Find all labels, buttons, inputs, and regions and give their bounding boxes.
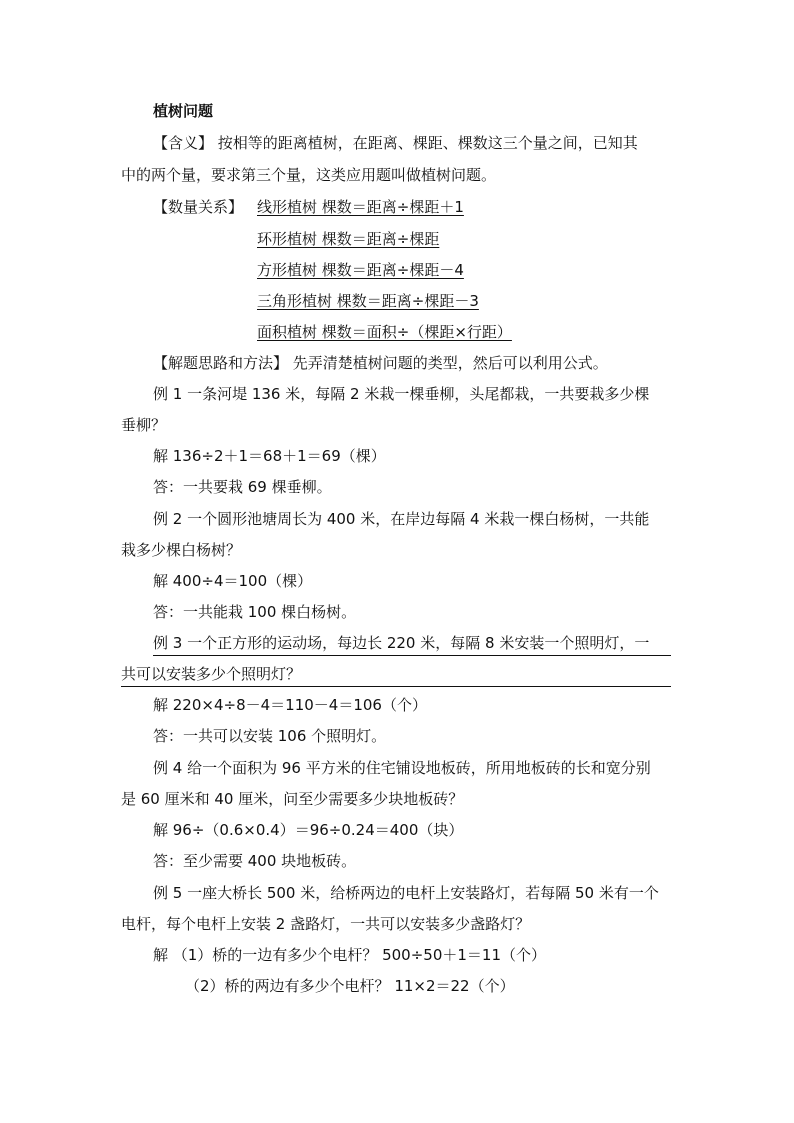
example5-solution-step-2: （2）桥的两边有多少个电杆？ 11×2＝22（个） [185,977,515,995]
relation-item-linear: 线形植树 棵数＝距离÷棵距＋1 [257,198,464,216]
relations-label: 【数量关系】 [153,198,244,216]
example5-solution-step-1: 解 （1）桥的一边有多少个电杆？ 500÷50＋1＝11（个） [153,946,546,964]
example3-solution: 解 220×4÷8－4＝110－4＝106（个） [153,696,427,714]
relation-item-square: 方形植树 棵数＝距离÷棵距－4 [257,261,464,279]
example3-answer: 答：一共可以安装 106 个照明灯。 [153,727,387,745]
example4-question-line-1: 例 4 给一个面积为 96 平方米的住宅铺设地板砖，所用地板砖的长和宽分别 [153,759,651,777]
method-text: 【解题思路和方法】 先弄清楚植树问题的类型，然后可以利用公式。 [153,354,608,372]
meaning-line-2: 中的两个量，要求第三个量，这类应用题叫做植树问题。 [121,166,497,184]
relation-item-area: 面积植树 棵数＝面积÷（棵距×行距） [257,323,512,341]
example1-question-line-1: 例 1 一条河堤 136 米，每隔 2 米栽一棵垂柳，头尾都栽，一共要栽多少棵 [153,385,650,403]
example2-question-line-2: 栽多少棵白杨树？ [121,541,242,559]
example4-question-line-2: 是 60 厘米和 40 厘米，问至少需要多少块地板砖？ [121,790,464,808]
example5-question-line-1: 例 5 一座大桥长 500 米，给桥两边的电杆上安装路灯，若每隔 50 米有一个 [153,884,659,902]
relation-item-ring: 环形植树 棵数＝距离÷棵距 [257,230,440,248]
example2-answer: 答：一共能栽 100 棵白杨树。 [153,603,357,621]
example5-question-line-2: 电杆，每个电杆上安装 2 盏路灯，一共可以安装多少盏路灯？ [121,915,531,933]
example2-question-line-1: 例 2 一个圆形池塘周长为 400 米，在岸边每隔 4 米栽一棵白杨树，一共能 [153,510,650,528]
example3-question-line-1: 例 3 一个正方形的运动场，每边长 220 米，每隔 8 米安装一个照明灯，一 [153,633,671,656]
page-title: 植树问题 [153,102,214,120]
relation-item-triangle: 三角形植树 棵数＝距离÷棵距－3 [257,292,479,310]
example4-solution: 解 96÷（0.6×0.4）＝96÷0.24＝400（块） [153,821,464,839]
example1-question-line-2: 垂柳？ [121,416,167,434]
meaning-line-1: 【含义】 按相等的距离植树，在距离、棵距、棵数这三个量之间，已知其 [153,134,638,152]
example3-question-line-2: 共可以安装多少个照明灯？ [121,664,671,687]
example2-solution: 解 400÷4＝100（棵） [153,572,313,590]
example1-solution: 解 136÷2＋1＝68＋1＝69（棵） [153,447,386,465]
example4-answer: 答：至少需要 400 块地板砖。 [153,852,357,870]
example1-answer: 答：一共要栽 69 棵垂柳。 [153,478,332,496]
